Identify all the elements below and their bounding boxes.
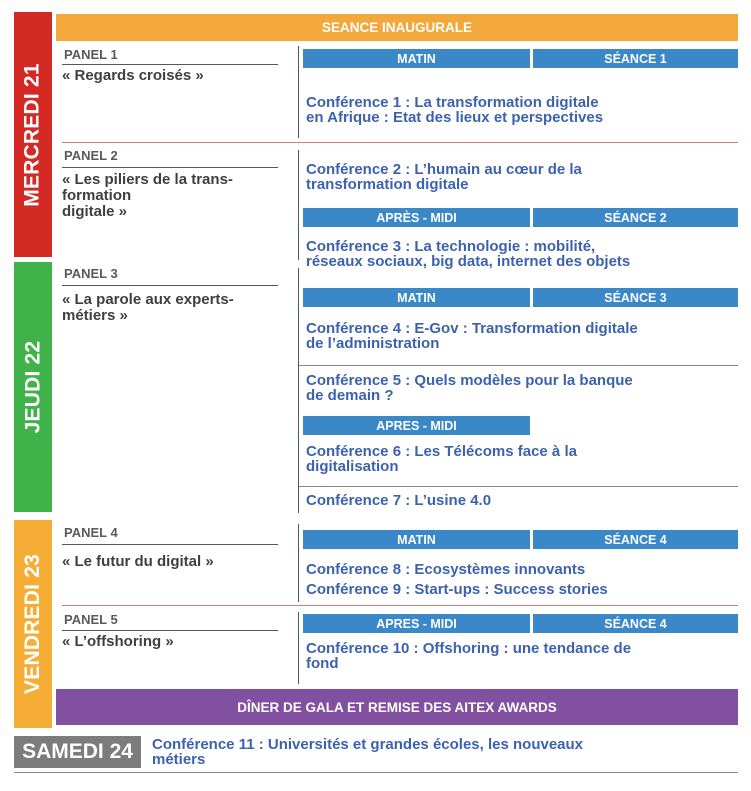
panel-3-title: « La parole aux experts- métiers » xyxy=(62,291,234,324)
panel-3-label: PANEL 3 xyxy=(64,266,118,281)
tag-apres-midi-2: APRES - MIDI xyxy=(303,416,530,435)
conference-5: Conférence 5 : Quels modèles pour la banque de demain ? xyxy=(306,372,633,404)
conference-divider-4-5 xyxy=(299,365,738,366)
tag-seance-3: SÉANCE 3 xyxy=(533,288,738,307)
conference-6: Conférence 6 : Les Télécoms face à la digitalisation xyxy=(306,443,577,475)
conference-9: Conférence 9 : Start-ups : Success stories xyxy=(306,581,608,598)
conference-3: Conférence 3 : La technologie : mobilité, réseaux sociaux, big data, internet des objets xyxy=(306,238,631,270)
panel-2-label: PANEL 2 xyxy=(64,148,118,163)
tag-seance-4a: SÉANCE 4 xyxy=(533,530,738,549)
conference-7: Conférence 7 : L’usine 4.0 xyxy=(306,492,492,509)
panel-separator-1-2 xyxy=(62,142,738,143)
day-label-thursday: JEUDI 22 xyxy=(21,340,44,434)
panel-5-label: PANEL 5 xyxy=(64,612,118,627)
panel-5-divider xyxy=(62,630,278,631)
conference-11: Conférence 11 : Universités et grandes écoles, les nouveaux métiers xyxy=(152,736,584,768)
session-divider-panel-4 xyxy=(298,524,299,602)
session-divider-panel-1 xyxy=(298,46,299,138)
panel-3-divider xyxy=(62,285,278,286)
tag-seance-4b: SÉANCE 4 xyxy=(533,614,738,633)
conference-8: Conférence 8 : Ecosystèmes innovants xyxy=(306,561,586,578)
panel-2-divider xyxy=(62,167,278,168)
opening-session-label: SEANCE INAUGURALE xyxy=(321,20,472,35)
day-label-friday: VENDREDI 23 xyxy=(21,554,45,694)
panel-4-title: « Le futur du digital » xyxy=(62,553,214,570)
day-label-wednesday: MERCREDI 21 xyxy=(21,62,44,207)
conference-divider-6-7 xyxy=(299,486,738,487)
conference-4: Conférence 4 : E-Gov : Transformation digitale de l’administration xyxy=(306,320,638,352)
saturday-bottom-rule xyxy=(14,772,738,773)
session-divider-panel-2 xyxy=(298,150,299,260)
day-bar-friday xyxy=(14,520,52,728)
gala-label: DÎNER DE GALA ET REMISE DES AITEX AWARDS xyxy=(237,699,557,715)
panel-1-title: « Regards croisés » xyxy=(62,67,204,84)
day-bar-wednesday xyxy=(14,12,52,257)
panel-2-title: « Les piliers de la trans- formation digitale » xyxy=(62,171,233,220)
tag-apres-midi-1: APRÈS - MIDI xyxy=(303,208,530,227)
panel-4-label: PANEL 4 xyxy=(64,525,118,540)
day-box-saturday xyxy=(14,736,141,768)
tag-seance-2: SÉANCE 2 xyxy=(533,208,738,227)
panel-4-divider xyxy=(62,544,278,545)
tag-apres-midi-3: APRES - MIDI xyxy=(303,614,530,633)
day-label-saturday: SAMEDI 24 xyxy=(22,740,133,763)
panel-1-divider xyxy=(62,64,278,65)
session-divider-panel-5 xyxy=(298,612,299,684)
opening-session-band xyxy=(56,14,738,41)
conference-10: Conférence 10 : Offshoring : une tendance de fond xyxy=(306,640,632,672)
tag-seance-1: SÉANCE 1 xyxy=(533,49,738,68)
conference-2: Conférence 2 : L’humain au cœur de la transformation digitale xyxy=(306,161,582,193)
conference-1: Conférence 1 : La transformation digitale en Afrique : Etat des lieux et perspectives xyxy=(306,94,604,126)
gala-band xyxy=(56,689,738,725)
tag-matin-2: MATIN xyxy=(303,288,530,307)
panel-separator-4-5 xyxy=(62,605,738,606)
tag-matin-3: MATIN xyxy=(303,530,530,549)
tag-matin-1: MATIN xyxy=(303,49,530,68)
panel-5-title: « L’offshoring » xyxy=(62,633,174,650)
session-divider-panel-3 xyxy=(298,268,299,513)
panel-1-label: PANEL 1 xyxy=(64,47,118,62)
day-bar-thursday xyxy=(14,262,52,512)
